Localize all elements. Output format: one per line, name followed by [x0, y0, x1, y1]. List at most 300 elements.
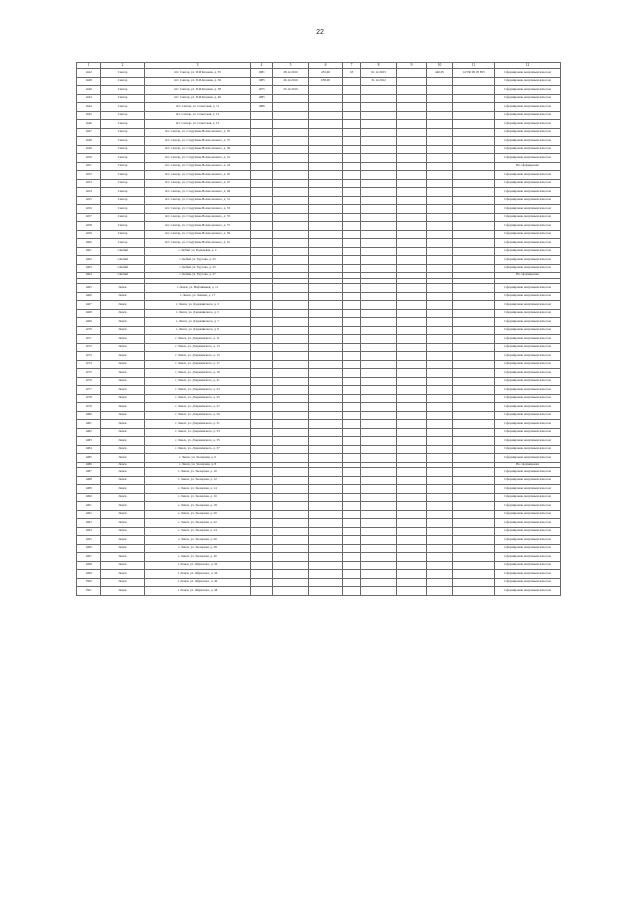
- count-cell: [343, 386, 361, 395]
- table-row: [77, 377, 561, 386]
- due-date-cell: [361, 86, 397, 95]
- due-date-cell: [361, 111, 397, 120]
- due-date-cell: [361, 352, 397, 361]
- account-cell: [453, 213, 495, 222]
- area-cell: [309, 222, 343, 231]
- due-date-cell: [361, 230, 397, 239]
- table-row: [77, 171, 561, 180]
- amount-cell: [397, 476, 427, 485]
- date-cell: [273, 111, 309, 120]
- row-number-cell: 1443: [77, 94, 101, 103]
- due-date-cell: [361, 411, 397, 420]
- row-number-cell: 1499: [77, 570, 101, 579]
- status-cell: Сформирован ненулевым взносом: [495, 171, 561, 180]
- account-cell: [453, 386, 495, 395]
- build-year-cell: [251, 553, 273, 562]
- build-year-cell: [251, 284, 273, 293]
- address-cell: г. Ленск, ул. Дзержинского, д. 21: [145, 377, 251, 386]
- address-cell: пгт. Сангар, ул. Стадухина-Вознесенского, д. 51: [145, 196, 251, 205]
- due-date-cell: [361, 428, 397, 437]
- area-cell: [309, 369, 343, 378]
- table-row: [77, 403, 561, 412]
- build-year-cell: [251, 171, 273, 180]
- build-year-cell: 1986: [251, 103, 273, 112]
- date-cell: [273, 230, 309, 239]
- status-cell: Сформирован ненулевым взносом: [495, 103, 561, 112]
- date-cell: [273, 587, 309, 596]
- area-cell: 658,90: [309, 77, 343, 86]
- amount-cell: [397, 230, 427, 239]
- balance-cell: [427, 171, 453, 180]
- status-cell: Сформирован ненулевым взносом: [495, 519, 561, 528]
- status-cell: Сформирован ненулевым взносом: [495, 120, 561, 129]
- area-cell: [309, 587, 343, 596]
- address-cell: г. Ленск, ул. Заозерная, д. 26: [145, 536, 251, 545]
- build-year-cell: [251, 318, 273, 327]
- build-year-cell: [251, 239, 273, 248]
- row-number-cell: 1457: [77, 213, 101, 222]
- build-year-cell: [251, 145, 273, 154]
- settlement-cell: Ленск: [101, 570, 145, 579]
- area-cell: [309, 179, 343, 188]
- amount-cell: [397, 69, 427, 78]
- row-number-cell: 1446: [77, 120, 101, 129]
- date-cell: [273, 247, 309, 256]
- address-cell: пгт. Сангар, ул. Советская, д. 13: [145, 111, 251, 120]
- address-cell: г. Ленск, ул. Заозерная, д. 12: [145, 476, 251, 485]
- address-cell: г. Ленск, ул. Дзержинского, д. 27: [145, 403, 251, 412]
- build-year-cell: [251, 222, 273, 231]
- balance-cell: [427, 510, 453, 519]
- status-cell: Сформирован ненулевым взносом: [495, 352, 561, 361]
- row-number-cell: 1453: [77, 179, 101, 188]
- count-cell: [343, 326, 361, 335]
- date-cell: [273, 519, 309, 528]
- build-year-cell: [251, 578, 273, 587]
- amount-cell: [397, 485, 427, 494]
- row-number-cell: 1484: [77, 445, 101, 454]
- table-row: [77, 77, 561, 86]
- table-row: [77, 292, 561, 301]
- build-year-cell: [251, 502, 273, 511]
- account-cell: [453, 256, 495, 265]
- date-cell: [273, 561, 309, 570]
- account-cell: [453, 369, 495, 378]
- address-cell: г. Ленск, ул. Дзержинского, д. 37: [145, 445, 251, 454]
- date-cell: [273, 493, 309, 502]
- date-cell: [273, 369, 309, 378]
- build-year-cell: [251, 519, 273, 528]
- row-number-cell: 1500: [77, 578, 101, 587]
- settlement-cell: Сангар: [101, 154, 145, 163]
- address-cell: пгт. Сангар, ул. Стадухина-Вознесенского, д. 47: [145, 179, 251, 188]
- amount-cell: [397, 222, 427, 231]
- table-row: [77, 188, 561, 197]
- build-year-cell: [251, 445, 273, 454]
- status-cell: Сформирован ненулевым взносом: [495, 222, 561, 231]
- status-cell: Сформирован ненулевым взносом: [495, 94, 561, 103]
- count-cell: [343, 519, 361, 528]
- status-cell: Сформирован ненулевым взносом: [495, 292, 561, 301]
- area-cell: 453,40: [309, 69, 343, 78]
- build-year-cell: [251, 326, 273, 335]
- account-cell: [453, 137, 495, 146]
- count-cell: [343, 284, 361, 293]
- area-cell: [309, 544, 343, 553]
- address-cell: г. Ленск, ул. Ойунского, д. 32: [145, 561, 251, 570]
- balance-cell: [427, 476, 453, 485]
- table-row: [77, 179, 561, 188]
- row-number-cell: 1498: [77, 561, 101, 570]
- status-cell: Не сформирован: [495, 162, 561, 171]
- count-cell: [343, 162, 361, 171]
- account-cell: [453, 485, 495, 494]
- area-cell: [309, 493, 343, 502]
- area-cell: [309, 394, 343, 403]
- count-cell: [343, 120, 361, 129]
- due-date-cell: [361, 420, 397, 429]
- account-cell: [453, 544, 495, 553]
- area-cell: [309, 111, 343, 120]
- due-date-cell: 01.12.2023: [361, 69, 397, 78]
- area-cell: [309, 239, 343, 248]
- balance-cell: [427, 137, 453, 146]
- settlement-cell: Ленск: [101, 411, 145, 420]
- account-cell: [453, 561, 495, 570]
- status-cell: Сформирован ненулевым взносом: [495, 510, 561, 519]
- due-date-cell: [361, 205, 397, 214]
- build-year-cell: [251, 111, 273, 120]
- row-number-cell: 1474: [77, 360, 101, 369]
- account-cell: [453, 230, 495, 239]
- amount-cell: [397, 420, 427, 429]
- settlement-cell: Сангар: [101, 94, 145, 103]
- count-cell: [343, 352, 361, 361]
- balance-cell: [427, 553, 453, 562]
- address-cell: г. Ленск, ул. Дзержинского, д. 9: [145, 326, 251, 335]
- settlement-cell: Сангар: [101, 230, 145, 239]
- amount-cell: [397, 570, 427, 579]
- row-number-cell: 1479: [77, 403, 101, 412]
- address-cell: пгт. Сангар, ул. Советская, д. 11: [145, 103, 251, 112]
- balance-cell: [427, 536, 453, 545]
- balance-cell: [427, 326, 453, 335]
- row-number-cell: 1451: [77, 162, 101, 171]
- amount-cell: [397, 162, 427, 171]
- settlement-cell: Ленск: [101, 377, 145, 386]
- amount-cell: [397, 386, 427, 395]
- account-cell: [453, 318, 495, 327]
- due-date-cell: [361, 171, 397, 180]
- date-cell: [273, 188, 309, 197]
- row-number-cell: 1491: [77, 502, 101, 511]
- row-number-cell: 1452: [77, 171, 101, 180]
- date-cell: [273, 476, 309, 485]
- count-cell: [343, 570, 361, 579]
- balance-cell: [427, 239, 453, 248]
- amount-cell: [397, 196, 427, 205]
- amount-cell: [397, 352, 427, 361]
- build-year-cell: 1985: [251, 77, 273, 86]
- settlement-cell: Ленск: [101, 335, 145, 344]
- area-cell: [309, 318, 343, 327]
- row-number-cell: 1466: [77, 292, 101, 301]
- balance-cell: [427, 318, 453, 327]
- account-cell: [453, 454, 495, 463]
- address-cell: г. Ленск, ул. Дзержинского, д. 3: [145, 301, 251, 310]
- address-cell: г. Ленск, ул. Дзержинского, д. 23: [145, 386, 251, 395]
- address-cell: г. Ленск, ул. Заозерная, д. 14: [145, 485, 251, 494]
- balance-cell: [427, 309, 453, 318]
- date-cell: [273, 318, 309, 327]
- account-cell: [453, 493, 495, 502]
- status-cell: Не сформирован: [495, 273, 561, 279]
- settlement-cell: Сангар: [101, 239, 145, 248]
- status-cell: Сформирован ненулевым взносом: [495, 437, 561, 446]
- account-cell: [453, 403, 495, 412]
- row-number-cell: 1483: [77, 437, 101, 446]
- row-number-cell: 1476: [77, 377, 101, 386]
- account-cell: [453, 536, 495, 545]
- amount-cell: [397, 145, 427, 154]
- balance-cell: [427, 256, 453, 265]
- balance-cell: [427, 162, 453, 171]
- settlement-cell: Ленск: [101, 369, 145, 378]
- address-cell: пгт. Сангар, ул. Стадухина-Вознесенского, д. 49: [145, 188, 251, 197]
- row-number-cell: 1494: [77, 527, 101, 536]
- status-cell: Сформирован ненулевым взносом: [495, 326, 561, 335]
- address-cell: г. Ленск, ул. Заозерная, д. 22: [145, 519, 251, 528]
- table-row: [77, 69, 561, 78]
- settlement-cell: Ленск: [101, 403, 145, 412]
- table-row: [77, 578, 561, 587]
- settlement-cell: Ленск: [101, 561, 145, 570]
- settlement-cell: Ленск: [101, 343, 145, 352]
- settlement-cell: с.Кобяй: [101, 256, 145, 265]
- status-cell: Сформирован ненулевым взносом: [495, 544, 561, 553]
- date-cell: [273, 326, 309, 335]
- balance-cell: [427, 428, 453, 437]
- count-cell: [343, 213, 361, 222]
- balance-cell: [427, 188, 453, 197]
- balance-cell: [427, 120, 453, 129]
- account-cell: [453, 468, 495, 477]
- amount-cell: [397, 128, 427, 137]
- area-cell: [309, 561, 343, 570]
- area-cell: [309, 284, 343, 293]
- table-row: [77, 352, 561, 361]
- area-cell: [309, 578, 343, 587]
- amount-cell: [397, 536, 427, 545]
- due-date-cell: [361, 468, 397, 477]
- area-cell: [309, 343, 343, 352]
- due-date-cell: [361, 527, 397, 536]
- count-cell: [343, 420, 361, 429]
- date-cell: [273, 94, 309, 103]
- row-number-cell: 1487: [77, 468, 101, 477]
- count-cell: [343, 411, 361, 420]
- address-cell: г. Ленск, ул. Заозерная, д. 18: [145, 502, 251, 511]
- date-cell: [273, 256, 309, 265]
- row-number-cell: 1497: [77, 553, 101, 562]
- count-cell: [343, 196, 361, 205]
- area-cell: [309, 485, 343, 494]
- address-cell: г. Ленск, ул. Заозерная, д. 10: [145, 468, 251, 477]
- build-year-cell: [251, 570, 273, 579]
- area-cell: [309, 188, 343, 197]
- table-row: [77, 264, 561, 273]
- count-cell: [343, 493, 361, 502]
- area-cell: [309, 445, 343, 454]
- date-cell: 28.12.2016: [273, 69, 309, 78]
- column-number: 10: [427, 63, 453, 69]
- amount-cell: [397, 301, 427, 310]
- account-cell: [453, 420, 495, 429]
- balance-cell: [427, 86, 453, 95]
- amount-cell: [397, 318, 427, 327]
- status-cell: Сформирован ненулевым взносом: [495, 301, 561, 310]
- account-cell: [453, 578, 495, 587]
- account-cell: [453, 247, 495, 256]
- amount-cell: [397, 188, 427, 197]
- amount-cell: [397, 120, 427, 129]
- due-date-cell: [361, 544, 397, 553]
- build-year-cell: [251, 352, 273, 361]
- due-date-cell: [361, 394, 397, 403]
- count-cell: [343, 239, 361, 248]
- due-date-cell: 31.12.2022: [361, 77, 397, 86]
- status-cell: Сформирован ненулевым взносом: [495, 394, 561, 403]
- settlement-cell: Ленск: [101, 510, 145, 519]
- row-number-cell: 1496: [77, 544, 101, 553]
- table-row: [77, 411, 561, 420]
- build-year-cell: [251, 428, 273, 437]
- account-cell: [453, 103, 495, 112]
- settlement-cell: Ленск: [101, 352, 145, 361]
- settlement-cell: Ленск: [101, 428, 145, 437]
- status-cell: Сформирован ненулевым взносом: [495, 527, 561, 536]
- count-cell: [343, 377, 361, 386]
- settlement-cell: Ленск: [101, 301, 145, 310]
- balance-cell: [427, 519, 453, 528]
- balance-cell: [427, 377, 453, 386]
- column-number: 6: [309, 63, 343, 69]
- address-cell: пгт. Сангар, ул. П.И.Кочнева, д. 35: [145, 69, 251, 78]
- date-cell: [273, 154, 309, 163]
- due-date-cell: [361, 301, 397, 310]
- account-cell: 14 530 00 05 855: [453, 69, 495, 78]
- area-cell: [309, 335, 343, 344]
- due-date-cell: [361, 128, 397, 137]
- balance-cell: [427, 445, 453, 454]
- area-cell: [309, 428, 343, 437]
- date-cell: [273, 352, 309, 361]
- settlement-cell: Ленск: [101, 476, 145, 485]
- balance-cell: [427, 454, 453, 463]
- account-cell: [453, 343, 495, 352]
- page-number: 22: [316, 29, 324, 36]
- build-year-cell: [251, 360, 273, 369]
- status-cell: Не сформирован: [495, 462, 561, 468]
- count-cell: [343, 476, 361, 485]
- due-date-cell: [361, 264, 397, 273]
- balance-cell: [427, 301, 453, 310]
- address-cell: пгт. Сангар, ул. Стадухина-Вознесенского, д. 55: [145, 213, 251, 222]
- build-year-cell: [251, 292, 273, 301]
- amount-cell: [397, 377, 427, 386]
- amount-cell: [397, 578, 427, 587]
- build-year-cell: [251, 213, 273, 222]
- build-year-cell: [251, 154, 273, 163]
- due-date-cell: [361, 553, 397, 562]
- table-row: [77, 343, 561, 352]
- table-row: [77, 369, 561, 378]
- account-cell: [453, 309, 495, 318]
- due-date-cell: [361, 103, 397, 112]
- due-date-cell: [361, 335, 397, 344]
- account-cell: [453, 527, 495, 536]
- area-cell: [309, 570, 343, 579]
- settlement-cell: Ленск: [101, 326, 145, 335]
- balance-cell: [427, 77, 453, 86]
- table-row: [77, 111, 561, 120]
- balance-cell: [427, 578, 453, 587]
- settlement-cell: Ленск: [101, 292, 145, 301]
- address-cell: г. Ленск, ул. Ойунского, д. 34: [145, 570, 251, 579]
- count-cell: [343, 103, 361, 112]
- due-date-cell: [361, 502, 397, 511]
- address-cell: пгт. Сангар, ул. Стадухина-Вознесенского, д. 43: [145, 162, 251, 171]
- balance-cell: [427, 247, 453, 256]
- date-cell: [273, 536, 309, 545]
- area-cell: [309, 454, 343, 463]
- date-cell: [273, 343, 309, 352]
- row-number-cell: 1490: [77, 493, 101, 502]
- address-cell: г. Ленск, ул. Дзержинского, д. 11: [145, 335, 251, 344]
- amount-cell: [397, 587, 427, 596]
- row-number-cell: 1454: [77, 188, 101, 197]
- address-cell: г. Ленск, ул. Заозерная, д. 16: [145, 493, 251, 502]
- due-date-cell: [361, 188, 397, 197]
- area-cell: [309, 137, 343, 146]
- status-cell: Сформирован ненулевым взносом: [495, 239, 561, 248]
- row-number-cell: 1448: [77, 137, 101, 146]
- settlement-cell: Сангар: [101, 162, 145, 171]
- account-cell: [453, 502, 495, 511]
- account-cell: [453, 120, 495, 129]
- count-cell: [343, 485, 361, 494]
- row-number-cell: 1442: [77, 69, 101, 78]
- balance-cell: [427, 437, 453, 446]
- date-cell: [273, 128, 309, 137]
- row-number-cell: 1475: [77, 369, 101, 378]
- date-cell: [273, 437, 309, 446]
- row-number-cell: 1482: [77, 428, 101, 437]
- settlement-cell: Ленск: [101, 394, 145, 403]
- status-cell: Сформирован ненулевым взносом: [495, 86, 561, 95]
- address-cell: пгт. Сангар, ул. Стадухина-Вознесенского, д. 53: [145, 205, 251, 214]
- table-row: [77, 284, 561, 293]
- settlement-cell: Ленск: [101, 502, 145, 511]
- date-cell: [273, 120, 309, 129]
- settlement-cell: Ленск: [101, 493, 145, 502]
- date-cell: [273, 502, 309, 511]
- amount-cell: [397, 544, 427, 553]
- count-cell: [343, 94, 361, 103]
- column-number: 12: [495, 63, 561, 69]
- balance-cell: [427, 222, 453, 231]
- build-year-cell: [251, 527, 273, 536]
